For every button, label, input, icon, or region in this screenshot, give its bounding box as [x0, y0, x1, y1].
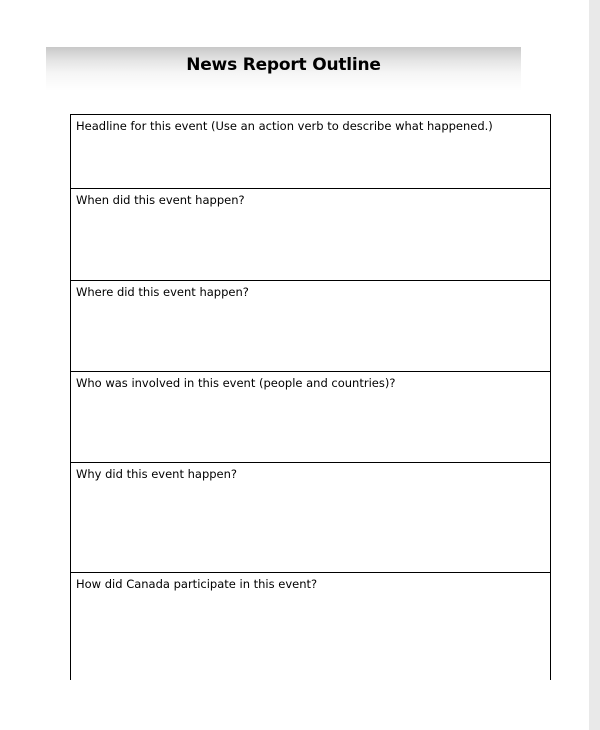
- row-label: Headline for this event (Use an action verb to describe what happened.): [76, 119, 493, 133]
- page-title: News Report Outline: [186, 55, 381, 75]
- row-label: When did this event happen?: [76, 193, 245, 207]
- outline-table: [70, 114, 551, 680]
- outline-row-canada[interactable]: [71, 573, 550, 680]
- row-label: How did Canada participate in this event?: [76, 577, 318, 591]
- title-banner: [46, 47, 521, 91]
- outline-row-where[interactable]: [71, 281, 550, 372]
- outline-row-why[interactable]: [71, 463, 550, 573]
- outline-row-who[interactable]: [71, 372, 550, 463]
- outline-row-headline[interactable]: [71, 115, 550, 189]
- row-label: Where did this event happen?: [76, 285, 249, 299]
- outline-row-when[interactable]: [71, 189, 550, 281]
- row-label: Who was involved in this event (people and countries)?: [76, 376, 396, 390]
- row-label: Why did this event happen?: [76, 467, 238, 481]
